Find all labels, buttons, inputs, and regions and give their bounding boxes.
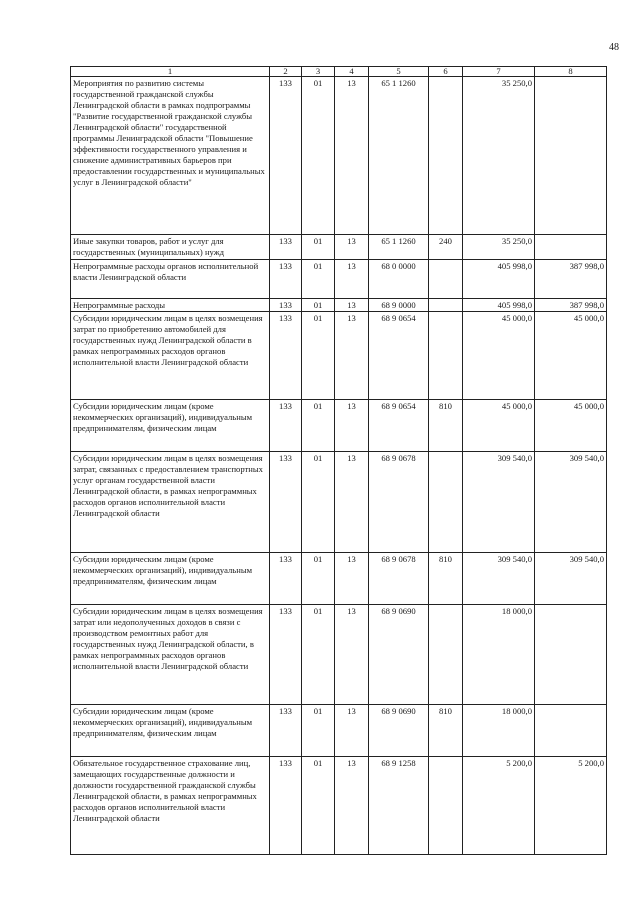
section-code: 01 [302, 705, 335, 757]
column-header: 1 [71, 67, 270, 77]
target-article-code: 68 9 0000 [369, 299, 429, 312]
ministry-code: 133 [270, 312, 302, 400]
amount-col8 [535, 235, 607, 260]
expense-type-code [429, 312, 463, 400]
row-description: Субсидии юридическим лицам (кроме некоммерческих организаций), индивидуальным предпринимателям, физическим лицам [71, 400, 270, 452]
amount-col7: 35 250,0 [463, 235, 535, 260]
ministry-code: 133 [270, 235, 302, 260]
expense-type-code: 240 [429, 235, 463, 260]
target-article-code: 68 9 0678 [369, 553, 429, 605]
table-row [71, 312, 607, 400]
row-description: Иные закупки товаров, работ и услуг для государственных (муниципальных) нужд [71, 235, 270, 260]
column-header: 4 [335, 67, 369, 77]
amount-col8: 387 998,0 [535, 260, 607, 299]
section-code: 01 [302, 77, 335, 235]
target-article-code: 68 9 0690 [369, 705, 429, 757]
amount-col7: 405 998,0 [463, 260, 535, 299]
table-row [71, 605, 607, 705]
table-row [71, 705, 607, 757]
row-description: Непрограммные расходы [71, 299, 270, 312]
subsection-code: 13 [335, 260, 369, 299]
column-header: 5 [369, 67, 429, 77]
row-description: Мероприятия по развитию системы государственной гражданской службы Ленинградской области в рамках подпрограммы "Развитие государственной гражданской службы Ленинградской области" государственной программы Ленинградской области "Повышение эффективности государственного управления и снижение административных барьеров при предоставлении государственных и муниципальных услуг в Ленинградской области" [71, 77, 270, 235]
section-code: 01 [302, 757, 335, 855]
amount-col7: 18 000,0 [463, 605, 535, 705]
amount-col8 [535, 605, 607, 705]
ministry-code: 133 [270, 757, 302, 855]
section-code: 01 [302, 605, 335, 705]
subsection-code: 13 [335, 299, 369, 312]
expense-type-code [429, 757, 463, 855]
amount-col7: 405 998,0 [463, 299, 535, 312]
ministry-code: 133 [270, 553, 302, 605]
amount-col8: 45 000,0 [535, 312, 607, 400]
ministry-code: 133 [270, 77, 302, 235]
subsection-code: 13 [335, 77, 369, 235]
section-code: 01 [302, 235, 335, 260]
table-row [71, 757, 607, 855]
amount-col8: 309 540,0 [535, 452, 607, 553]
table-row [71, 260, 607, 299]
column-header: 6 [429, 67, 463, 77]
target-article-code: 65 1 1260 [369, 77, 429, 235]
row-description: Субсидии юридическим лицам в целях возмещения затрат или недополученных доходов в связи с производством ремонтных работ для государственных нужд Ленинградской области, в рамках непрограммных расходов органов исполнительной власти Ленинградской области [71, 605, 270, 705]
section-code: 01 [302, 299, 335, 312]
ministry-code: 133 [270, 299, 302, 312]
table-row [71, 235, 607, 260]
ministry-code: 133 [270, 605, 302, 705]
subsection-code: 13 [335, 553, 369, 605]
target-article-code: 68 9 0654 [369, 312, 429, 400]
target-article-code: 68 0 0000 [369, 260, 429, 299]
expense-type-code: 810 [429, 400, 463, 452]
amount-col8: 45 000,0 [535, 400, 607, 452]
section-code: 01 [302, 260, 335, 299]
amount-col7: 309 540,0 [463, 452, 535, 553]
table-header-row [71, 67, 607, 77]
subsection-code: 13 [335, 400, 369, 452]
ministry-code: 133 [270, 400, 302, 452]
budget-table [70, 66, 607, 855]
expense-type-code [429, 452, 463, 553]
table-row [71, 553, 607, 605]
amount-col8: 309 540,0 [535, 553, 607, 605]
target-article-code: 68 9 0654 [369, 400, 429, 452]
row-description: Непрограммные расходы органов исполнительной власти Ленинградской области [71, 260, 270, 299]
subsection-code: 13 [335, 705, 369, 757]
column-header: 7 [463, 67, 535, 77]
row-description: Субсидии юридическим лицам в целях возмещения затрат по приобретению автомобилей для государственных нужд Ленинградской области в рамках непрограммных расходов органов исполнительной власти Ленинградской области [71, 312, 270, 400]
column-header: 3 [302, 67, 335, 77]
column-header: 8 [535, 67, 607, 77]
section-code: 01 [302, 400, 335, 452]
amount-col7: 45 000,0 [463, 400, 535, 452]
table-row [71, 299, 607, 312]
subsection-code: 13 [335, 235, 369, 260]
amount-col8: 387 998,0 [535, 299, 607, 312]
target-article-code: 68 9 0690 [369, 605, 429, 705]
section-code: 01 [302, 452, 335, 553]
subsection-code: 13 [335, 605, 369, 705]
section-code: 01 [302, 312, 335, 400]
amount-col7: 45 000,0 [463, 312, 535, 400]
table-row [71, 452, 607, 553]
ministry-code: 133 [270, 260, 302, 299]
subsection-code: 13 [335, 312, 369, 400]
row-description: Обязательное государственное страхование лиц, замещающих государственные должности и должности государственной гражданской службы Ленинградской области, в рамках непрограммных расходов органов исполнительной власти Ленинградской области [71, 757, 270, 855]
expense-type-code [429, 260, 463, 299]
expense-type-code [429, 605, 463, 705]
column-header: 2 [270, 67, 302, 77]
expense-type-code [429, 77, 463, 235]
target-article-code: 65 1 1260 [369, 235, 429, 260]
amount-col7: 35 250,0 [463, 77, 535, 235]
amount-col8 [535, 77, 607, 235]
expense-type-code: 810 [429, 705, 463, 757]
subsection-code: 13 [335, 452, 369, 553]
expense-type-code: 810 [429, 553, 463, 605]
amount-col7: 309 540,0 [463, 553, 535, 605]
ministry-code: 133 [270, 705, 302, 757]
table-row [71, 400, 607, 452]
row-description: Субсидии юридическим лицам (кроме некоммерческих организаций), индивидуальным предпринимателям, физическим лицам [71, 553, 270, 605]
table-row [71, 77, 607, 235]
subsection-code: 13 [335, 757, 369, 855]
ministry-code: 133 [270, 452, 302, 553]
target-article-code: 68 9 0678 [369, 452, 429, 553]
amount-col7: 5 200,0 [463, 757, 535, 855]
amount-col8 [535, 705, 607, 757]
amount-col7: 18 000,0 [463, 705, 535, 757]
page-number: 48 [609, 42, 619, 53]
expense-type-code [429, 299, 463, 312]
row-description: Субсидии юридическим лицам в целях возмещения затрат, связанных с предоставлением транспортных услуг органам государственной власти Ленинградской области, в рамках непрограммных расходов органов исполнительной власти Ленинградской области [71, 452, 270, 553]
amount-col8: 5 200,0 [535, 757, 607, 855]
section-code: 01 [302, 553, 335, 605]
target-article-code: 68 9 1258 [369, 757, 429, 855]
row-description: Субсидии юридическим лицам (кроме некоммерческих организаций), индивидуальным предпринимателям, физическим лицам [71, 705, 270, 757]
